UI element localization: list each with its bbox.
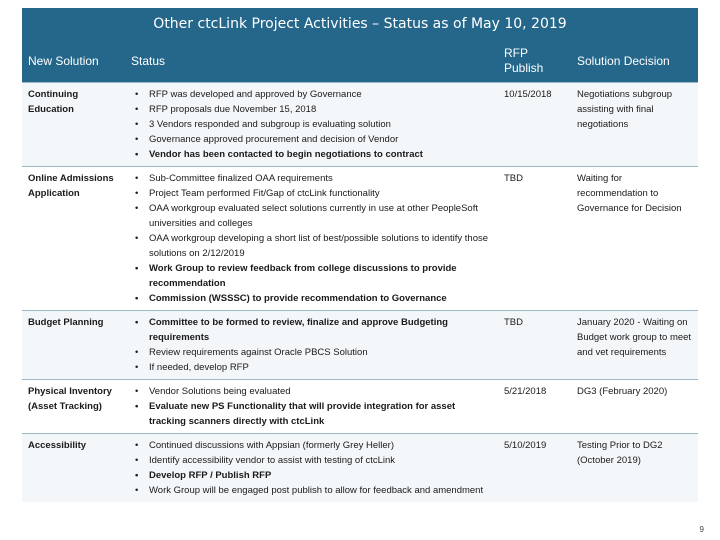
status-table xyxy=(22,40,698,502)
status-item: • Commission (WSSSC) to provide recommendation to Governance xyxy=(149,291,492,306)
status-item: • Continued discussions with Appsian (formerly Grey Heller) xyxy=(149,438,492,453)
rfp-publish-date: 5/21/2018 xyxy=(498,380,571,434)
solution-name: Continuing Education xyxy=(22,83,125,167)
rfp-publish-date: 10/15/2018 xyxy=(498,83,571,167)
slide-title: Other ctcLink Project Activities – Status as of May 10, 2019 xyxy=(22,8,698,40)
status-cell xyxy=(125,434,498,503)
header-solution-decision: Solution Decision xyxy=(571,40,698,83)
header-status: Status xyxy=(125,40,498,83)
status-item: • Vendor Solutions being evaluated xyxy=(149,384,492,399)
header-new-solution: New Solution xyxy=(22,40,125,83)
header-row xyxy=(22,40,698,83)
solution-name: Physical Inventory (Asset Tracking) xyxy=(22,380,125,434)
status-list xyxy=(131,171,492,306)
status-item: • Governance approved procurement and decision of Vendor xyxy=(149,132,492,147)
table-row xyxy=(22,380,698,434)
solution-decision: Testing Prior to DG2 (October 2019) xyxy=(571,434,698,503)
status-item: • RFP proposals due November 15, 2018 xyxy=(149,102,492,117)
page-number: 9 xyxy=(699,525,704,534)
status-item: • Vendor has been contacted to begin negotiations to contract xyxy=(149,147,492,162)
solution-name: Budget Planning xyxy=(22,311,125,380)
status-item: • OAA workgroup evaluated select solutions currently in use at other PeopleSoft universities and colleges xyxy=(149,201,492,231)
status-item: • Evaluate new PS Functionality that will provide integration for asset tracking scanners directly with ctcLink xyxy=(149,399,492,429)
status-item: • Identify accessibility vendor to assist with testing of ctcLink xyxy=(149,453,492,468)
status-item: • OAA workgroup developing a short list of best/possible solutions to identify those solutions on 2/12/2019 xyxy=(149,231,492,261)
status-cell xyxy=(125,311,498,380)
header-rfp-publish: RFP Publish xyxy=(498,40,571,83)
status-item: • Work Group to review feedback from college discussions to provide recommendation xyxy=(149,261,492,291)
status-item: • Committee to be formed to review, finalize and approve Budgeting requirements xyxy=(149,315,492,345)
status-list xyxy=(131,438,492,498)
status-item: • 3 Vendors responded and subgroup is evaluating solution xyxy=(149,117,492,132)
status-item: • Work Group will be engaged post publish to allow for feedback and amendment xyxy=(149,483,492,498)
solution-decision: Negotiations subgroup assisting with final negotiations xyxy=(571,83,698,167)
status-item: • Review requirements against Oracle PBCS Solution xyxy=(149,345,492,360)
status-item: • If needed, develop RFP xyxy=(149,360,492,375)
solution-decision: DG3 (February 2020) xyxy=(571,380,698,434)
solution-name: Accessibility xyxy=(22,434,125,503)
rfp-publish-date: TBD xyxy=(498,167,571,311)
status-item: • RFP was developed and approved by Governance xyxy=(149,87,492,102)
status-cell xyxy=(125,83,498,167)
solution-decision: January 2020 - Waiting on Budget work group to meet and vet requirements xyxy=(571,311,698,380)
status-cell xyxy=(125,380,498,434)
status-list xyxy=(131,315,492,375)
table-row xyxy=(22,434,698,503)
status-item: • Develop RFP / Publish RFP xyxy=(149,468,492,483)
status-cell xyxy=(125,167,498,311)
status-list xyxy=(131,384,492,429)
rfp-publish-date: 5/10/2019 xyxy=(498,434,571,503)
status-list xyxy=(131,87,492,162)
table-row xyxy=(22,83,698,167)
solution-decision: Waiting for recommendation to Governance for Decision xyxy=(571,167,698,311)
solution-name: Online Admissions Application xyxy=(22,167,125,311)
status-item: • Project Team performed Fit/Gap of ctcLink functionality xyxy=(149,186,492,201)
status-item: • Sub-Committee finalized OAA requirements xyxy=(149,171,492,186)
table-row xyxy=(22,311,698,380)
table-row xyxy=(22,167,698,311)
rfp-publish-date: TBD xyxy=(498,311,571,380)
